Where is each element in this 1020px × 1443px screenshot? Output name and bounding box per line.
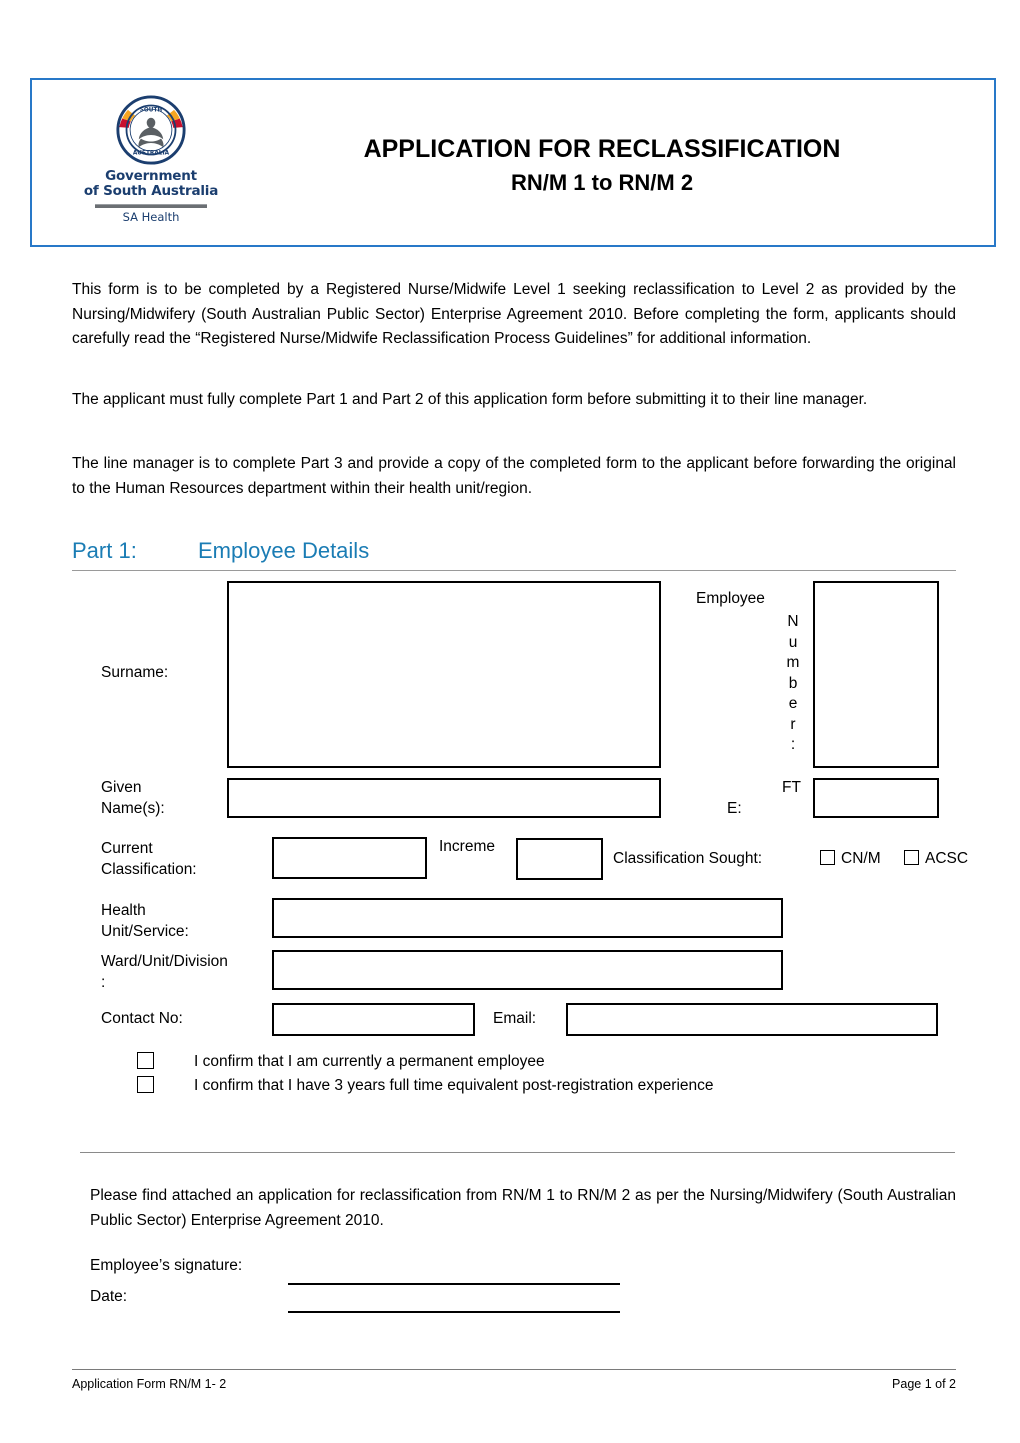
logo-government-line2: of South Australia bbox=[83, 183, 219, 199]
given-names-label-line1: Given bbox=[101, 779, 142, 796]
employee-number-char-2: m bbox=[786, 654, 800, 671]
logo-government-text bbox=[76, 169, 226, 199]
confirm-permanent-employee-label: I confirm that I am currently a permanent employee bbox=[194, 1053, 545, 1070]
current-classification-input[interactable] bbox=[272, 837, 427, 879]
confirm-permanent-employee-checkbox[interactable] bbox=[137, 1052, 154, 1069]
given-names-label-line2: Name(s): bbox=[101, 800, 165, 817]
part1-label: Part 1: bbox=[72, 538, 137, 563]
increment-input[interactable] bbox=[516, 838, 603, 880]
fte-input[interactable] bbox=[813, 778, 939, 818]
svg-text:AUSTRALIA: AUSTRALIA bbox=[132, 150, 170, 157]
classification-sought-acsc-label: ACSC bbox=[925, 850, 969, 867]
svg-text:SOUTH: SOUTH bbox=[139, 107, 163, 114]
employee-number-input[interactable] bbox=[813, 581, 939, 768]
health-unit-label-line1: Health bbox=[101, 902, 146, 919]
date-label: Date: bbox=[90, 1288, 128, 1305]
ward-unit-input[interactable] bbox=[272, 950, 783, 990]
intro-paragraph-3: The line manager is to complete Part 3 and provide a copy of the completed form to the applicant before forwarding the original to the Human Resources department within their health unit/region. bbox=[72, 455, 956, 497]
intro-paragraph-1: This form is to be completed by a Registered Nurse/Midwife Level 1 seeking reclassification to Level 2 as provided by the Nursing/Midwifery (South Australian Public Sector) Enterprise Agreement 2010. Before completing the form, applicants should carefully read the “Registered Nurse/Midwife Reclassification Process Guidelines” for additional information. bbox=[72, 281, 956, 347]
sa-health-logo bbox=[76, 94, 226, 224]
employee-number-char-6: : bbox=[790, 736, 796, 753]
ward-unit-label-line1: Ward/Unit/Division bbox=[101, 953, 228, 970]
current-classification-label bbox=[101, 838, 197, 880]
sa-government-crest-icon bbox=[115, 94, 187, 166]
footer-rule bbox=[72, 1369, 956, 1370]
email-input[interactable] bbox=[566, 1003, 938, 1036]
classification-sought-cnm-checkbox[interactable] bbox=[820, 850, 835, 865]
given-names-label bbox=[101, 777, 165, 819]
health-unit-input[interactable] bbox=[272, 898, 783, 938]
footer-page-number: Page 1 of 2 bbox=[892, 1377, 956, 1391]
closing-paragraph: Please find attached an application for reclassification from RN/M 1 to RN/M 2 as per the Nursing/Midwifery (South Australian Public Sector) Enterprise Agreement 2010. bbox=[90, 1187, 956, 1229]
given-names-input[interactable] bbox=[227, 778, 661, 818]
current-classification-label-line1: Current bbox=[101, 840, 153, 857]
classification-sought-label: Classification Sought: bbox=[613, 850, 763, 867]
health-unit-label bbox=[101, 900, 189, 942]
classification-sought-acsc-checkbox[interactable] bbox=[904, 850, 919, 865]
logo-sa-health-text: SA Health bbox=[122, 210, 180, 224]
employee-number-char-5: r bbox=[790, 715, 796, 733]
page-title bbox=[232, 132, 972, 200]
employee-number-char-1: u bbox=[788, 633, 798, 651]
ward-unit-label-line2: : bbox=[101, 974, 106, 991]
confirm-experience-checkbox[interactable] bbox=[137, 1076, 154, 1093]
page-title-line2: RN/M 1 to RN/M 2 bbox=[510, 170, 694, 195]
employee-number-char-0: N bbox=[787, 613, 799, 630]
increment-label: Increme bbox=[439, 838, 495, 855]
current-classification-label-line2: Classification: bbox=[101, 861, 197, 878]
date-line[interactable] bbox=[288, 1311, 620, 1313]
logo-divider-rule bbox=[95, 204, 207, 208]
page-title-line1: APPLICATION FOR RECLASSIFICATION bbox=[363, 135, 841, 163]
contact-no-input[interactable] bbox=[272, 1003, 475, 1036]
logo-government-line1: Government bbox=[105, 168, 197, 184]
health-unit-label-line2: Unit/Service: bbox=[101, 923, 189, 940]
email-label: Email: bbox=[493, 1010, 537, 1027]
contact-no-label: Contact No: bbox=[101, 1010, 183, 1027]
ward-unit-label bbox=[101, 951, 228, 993]
intro-paragraph-2: The applicant must fully complete Part 1 and Part 2 of this application form before submitting it to their line manager. bbox=[72, 391, 868, 408]
employee-number-label-top: Employee bbox=[696, 590, 765, 607]
surname-input[interactable] bbox=[227, 581, 661, 768]
employee-signature-label: Employee’s signature: bbox=[90, 1257, 243, 1274]
part1-title: Employee Details bbox=[198, 538, 370, 563]
employee-signature-line[interactable] bbox=[288, 1283, 620, 1285]
part1-heading bbox=[72, 538, 956, 571]
employee-number-label-vertical bbox=[786, 612, 800, 756]
section-divider bbox=[80, 1152, 955, 1153]
fte-label-line1: FT bbox=[782, 779, 801, 796]
confirm-experience-label: I confirm that I have 3 years full time equivalent post-registration experience bbox=[194, 1077, 714, 1094]
classification-sought-cnm-label: CN/M bbox=[841, 850, 881, 867]
employee-number-char-4: e bbox=[788, 695, 798, 712]
employee-number-char-3: b bbox=[788, 674, 798, 692]
surname-label: Surname: bbox=[101, 664, 169, 681]
header-banner bbox=[30, 78, 996, 247]
footer-form-id: Application Form RN/M 1- 2 bbox=[72, 1377, 227, 1391]
fte-label-line2: E: bbox=[727, 800, 742, 817]
